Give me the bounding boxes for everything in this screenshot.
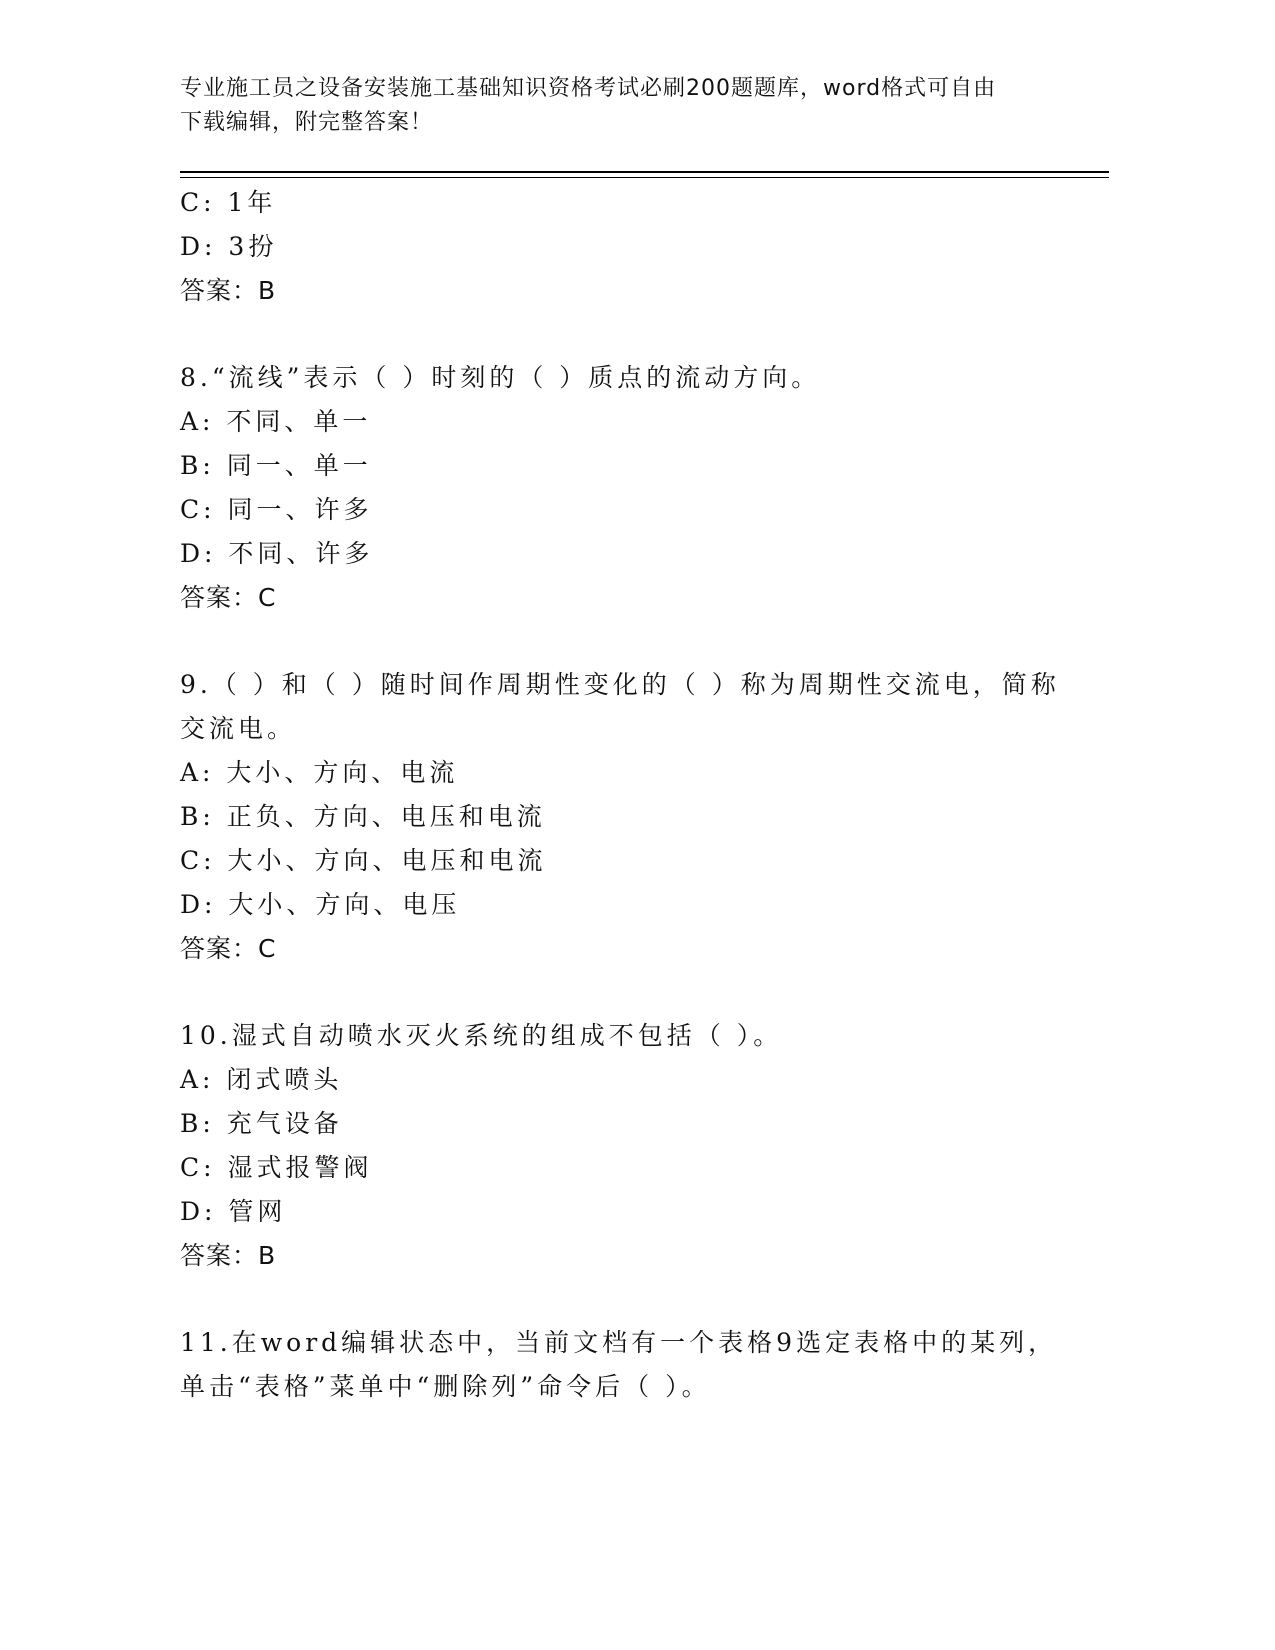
option-b: B: 充气设备 bbox=[180, 1109, 343, 1138]
option-a: A: 闭式喷头 bbox=[180, 1065, 343, 1094]
question-10 bbox=[180, 1014, 1080, 1278]
option-a: A: 大小、方向、电流 bbox=[180, 758, 459, 787]
option-b: B: 正负、方向、电压和电流 bbox=[180, 802, 546, 831]
question-stem: 10.湿式自动喷水灭火系统的组成不包括（ ）。 bbox=[180, 1021, 783, 1050]
header-rule-thin bbox=[180, 177, 1109, 178]
question-9 bbox=[180, 663, 1080, 971]
answer-line: 答案：C bbox=[180, 583, 277, 612]
option-c: C: 同一、许多 bbox=[180, 495, 373, 524]
question-stem: 11.在word编辑状态中，当前文档有一个表格9选定表格中的某列， bbox=[180, 1328, 1058, 1357]
answer-line: 答案：B bbox=[180, 1241, 277, 1270]
question-stem: 9.（ ）和（ ）随时间作周期性变化的（ ）称为周期性交流电，简称 bbox=[180, 670, 1060, 699]
option-c: C: 湿式报警阀 bbox=[180, 1153, 373, 1182]
question-11 bbox=[180, 1321, 1080, 1409]
option-d: D: 3扮 bbox=[180, 232, 278, 261]
document-header bbox=[180, 72, 1080, 140]
option-c: C: 大小、方向、电压和电流 bbox=[180, 846, 547, 875]
option-d: D: 管网 bbox=[180, 1197, 287, 1226]
question-stem: 8.“流线”表示（ ）时刻的（ ）质点的流动方向。 bbox=[180, 363, 821, 392]
header-line-2: 下载编辑，附完整答案！ bbox=[180, 110, 434, 135]
header-rule-thick bbox=[180, 171, 1109, 173]
answer-line: 答案：C bbox=[180, 934, 277, 963]
option-a: A: 不同、单一 bbox=[180, 407, 372, 436]
question-stem-cont: 单击“表格”菜单中“删除列”命令后（ ）。 bbox=[180, 1372, 711, 1401]
option-c: C: 1年 bbox=[180, 188, 277, 217]
question-stem-cont: 交流电。 bbox=[180, 714, 297, 743]
question-8 bbox=[180, 356, 1080, 620]
answer-line: 答案：B bbox=[180, 276, 277, 305]
question-7-tail bbox=[180, 181, 1080, 313]
option-d: D: 大小、方向、电压 bbox=[180, 890, 461, 919]
header-line-1: 专业施工员之设备安装施工基础知识资格考试必刷200题题库，word格式可自由 bbox=[180, 76, 997, 101]
question-content bbox=[180, 181, 1080, 1409]
option-b: B: 同一、单一 bbox=[180, 451, 372, 480]
option-d: D: 不同、许多 bbox=[180, 539, 374, 568]
